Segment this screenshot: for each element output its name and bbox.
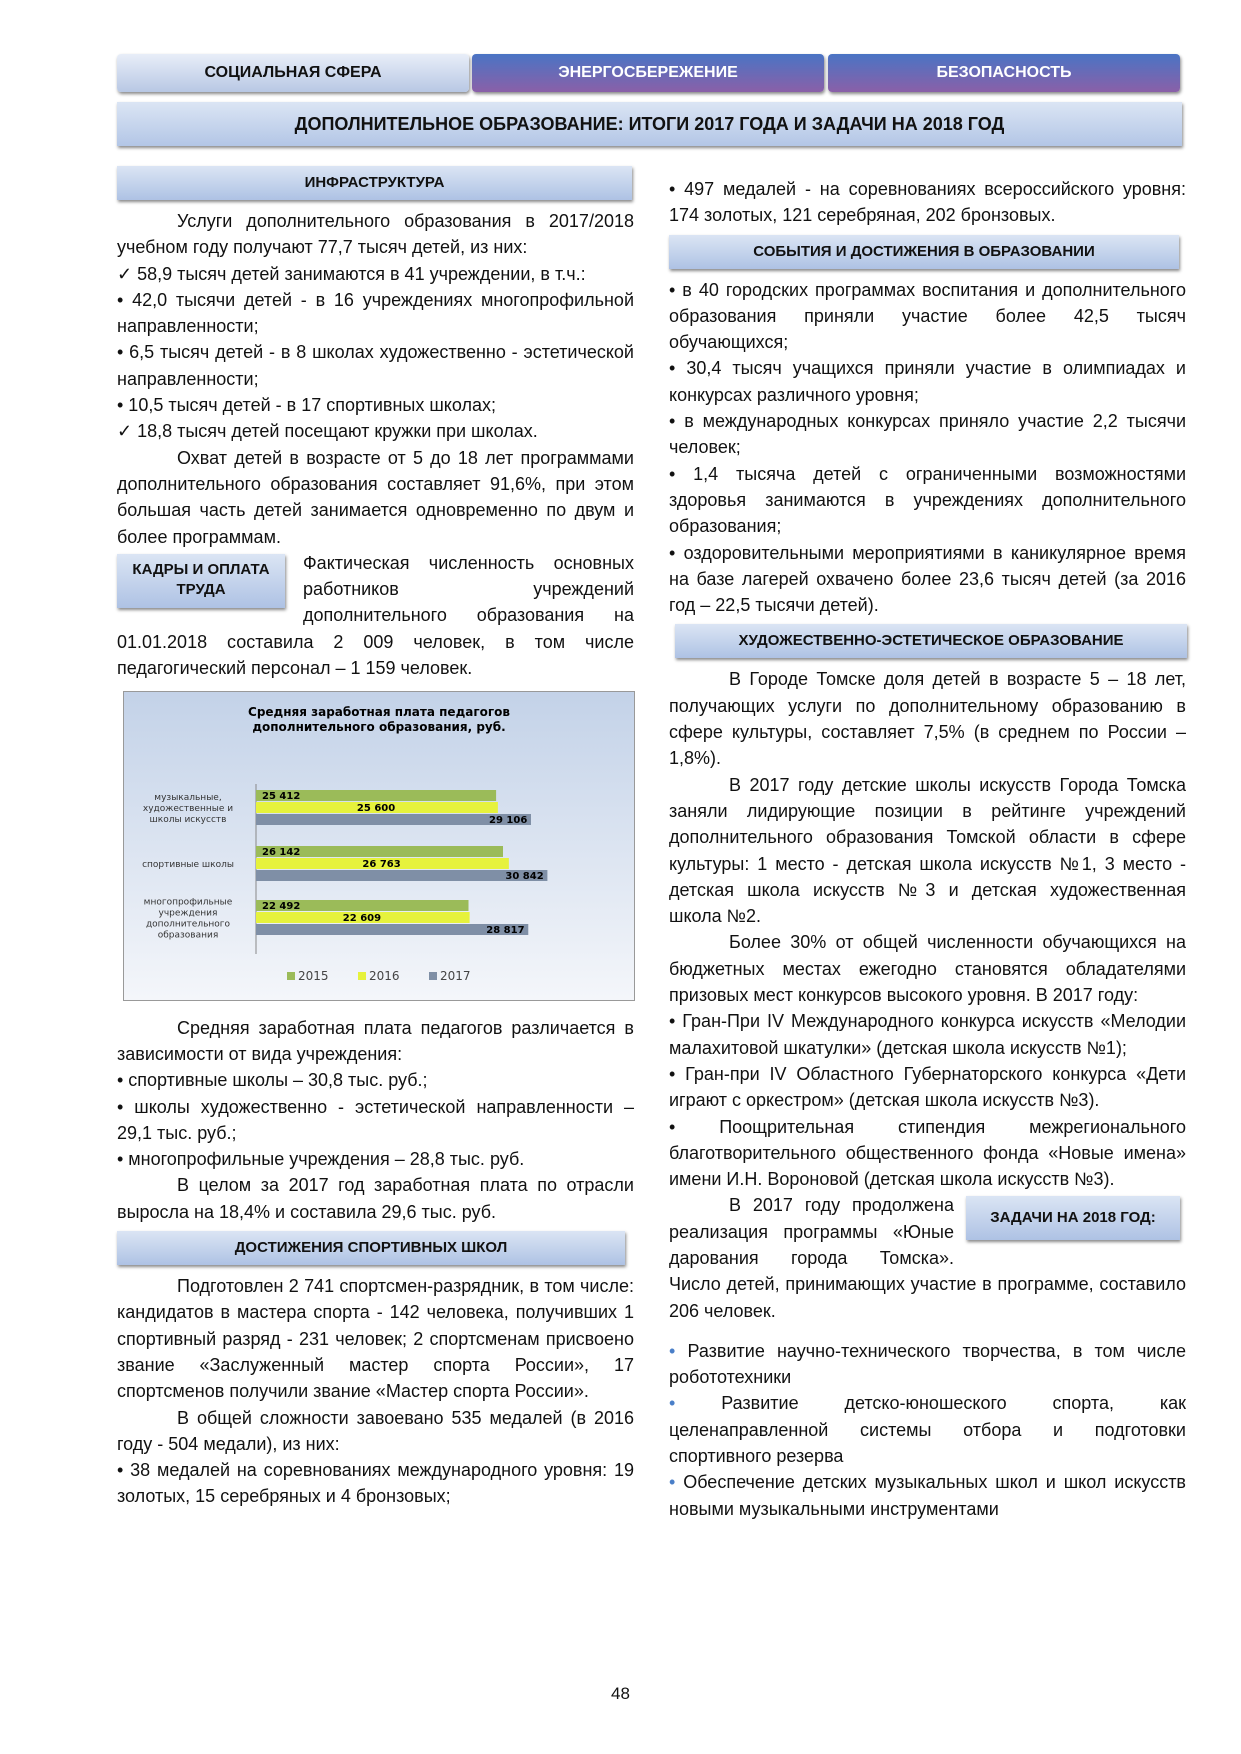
list-item: • Поощрительная стипендия межрегионального благотворительного общественного фонда «Новые имена» имени И.Н. Вороновой (детская школа искусств №3).	[669, 1116, 1186, 1190]
paragraph: Фактическая численность основных работников учреждений дополнительного образования на 01.01.2018 составила 2 009 человек, в том числе педагогический персонал – 1 159 человек.	[117, 552, 634, 679]
paragraph: Более 30% от общей численности обучающихся на бюджетных местах ежегодно становятся обладателями призовых мест конкурсов высокого уровня. В 2017 году:	[669, 932, 1186, 1006]
paragraph: Охват детей в возрасте от 5 до 18 лет программами дополнительного образования составляет 91,6%, при этом большая часть детей занимается одновременно по двум и более программам.	[117, 447, 634, 547]
bullet-icon: •	[669, 1340, 688, 1361]
paragraph: ✓ 18,8 тысяч детей посещают кружки при школах.	[117, 421, 538, 442]
task-text: Развитие научно-технического творчества, в том числе робототехники	[669, 1340, 1186, 1388]
section-header-events: СОБЫТИЯ И ДОСТИЖЕНИЯ В ОБРАЗОВАНИИ	[669, 235, 1179, 269]
paragraph: Средняя заработная плата педагогов различается в зависимости от вида учреждения:	[117, 1017, 634, 1064]
legend-swatch-2016	[358, 972, 366, 980]
data-label: 28 817	[486, 925, 525, 937]
list-item: • 1,4 тысяча детей с ограниченными возможностями здоровья занимаются в учреждениях дополнительного образования;	[669, 463, 1186, 537]
list-item	[669, 1469, 1186, 1522]
data-label: 30 842	[505, 871, 544, 883]
legend-label: 2017	[440, 969, 471, 984]
list-item	[669, 1338, 1186, 1391]
legend-swatch-2015	[287, 972, 295, 980]
data-label: 25 600	[356, 803, 396, 815]
category-label: школы искусств	[149, 815, 227, 826]
list-item: • 30,4 тысяч учащихся приняли участие в олимпиадах и конкурсах различного уровня;	[669, 358, 1186, 405]
bullet-icon: •	[669, 1472, 684, 1493]
list-item: • Гран-При IV Международного конкурса искусств «Мелодии малахитовой шкатулки» (детская школа искусств №1);	[669, 1011, 1186, 1058]
page-number: 48	[611, 1684, 630, 1703]
chart-title: дополнительного образования, руб.	[252, 720, 506, 735]
category-label: спортивные школы	[142, 860, 234, 871]
category-label: художественные и	[142, 804, 234, 815]
list-item: • многопрофильные учреждения – 28,8 тыс. руб.	[117, 1149, 525, 1170]
list-item: • 497 медалей - на соревнованиях всероссийского уровня: 174 золотых, 121 серебряная, 202 бронзовых.	[669, 179, 1186, 226]
category-label: дополнительного	[145, 919, 231, 930]
tab-social[interactable]: СОЦИАЛЬНАЯ СФЕРА	[117, 54, 469, 92]
task-text: Развитие детско-юношеского спорта, как целенаправленной системы отбора и подготовки спортивного резерва	[669, 1393, 1186, 1467]
list-item: • школы художественно - эстетической направленности – 29,1 тыс. руб.;	[117, 1096, 634, 1143]
list-item: • 38 медалей на соревнованиях международного уровня: 19 золотых, 15 серебряных и 4 бронзовых;	[117, 1460, 634, 1507]
list-item	[669, 1390, 1186, 1469]
bullet-icon: •	[669, 1393, 722, 1414]
data-label: 26 763	[362, 859, 401, 871]
salary-chart	[123, 691, 635, 1001]
list-item: • 42,0 тысячи детей - в 16 учреждениях многопрофильной направленности;	[117, 289, 634, 337]
bar-2017	[256, 870, 547, 881]
list-item: • в международных конкурсах приняло участие 2,2 тысячи человек;	[669, 411, 1186, 458]
section-header-staff: КАДРЫ И ОПЛАТА ТРУДА	[117, 554, 285, 608]
section-header-sport: ДОСТИЖЕНИЯ СПОРТИВНЫХ ШКОЛ	[117, 1231, 625, 1265]
section-header-infrastructure: ИНФРАСТРУКТУРА	[117, 166, 632, 200]
list-item: • в 40 городских программах воспитания и дополнительного образования приняли участие более 42,5 тысяч обучающихся;	[669, 279, 1186, 353]
category-label: музыкальные,	[154, 793, 222, 804]
paragraph: В 2017 году детские школы искусств Города Томска заняли лидирующие позиции в рейтинге учреждений дополнительного образования Томской области в сфере культуры: 1 место - детская школа искусств №1, 3 место - детская школа искусств №3 и детская художественная школа №2.	[669, 774, 1186, 927]
paragraph: Услуги дополнительного образования в 2017/2018 учебном году получают 77,7 тысяч детей, из них:	[117, 211, 634, 258]
paragraph: В общей сложности завоевано 535 медалей (в 2016 году - 504 медали), из них:	[117, 1407, 634, 1454]
tab-energy[interactable]: ЭНЕРГОСБЕРЕЖЕНИЕ	[472, 54, 824, 92]
left-column	[117, 160, 634, 1510]
category-label: учреждения	[158, 908, 218, 919]
legend-swatch-2017	[429, 972, 437, 980]
page-title: ДОПОЛНИТЕЛЬНОЕ ОБРАЗОВАНИЕ: ИТОГИ 2017 ГОДА И ЗАДАЧИ НА 2018 ГОД	[117, 102, 1182, 146]
task-text: Обеспечение детских музыкальных школ и школ искусств новыми музыкальными инструментами	[669, 1472, 1186, 1519]
paragraph: ✓ 58,9 тысяч детей занимаются в 41 учреждении, в т.ч.:	[117, 263, 586, 284]
paragraph: В целом за 2017 год заработная плата по отрасли выросла на 18,4% и составила 29,6 тыс. руб.	[117, 1175, 634, 1222]
chart-title: Средняя заработная плата педагогов	[248, 705, 510, 720]
list-item: • спортивные школы – 30,8 тыс. руб.;	[117, 1070, 428, 1091]
data-label: 22 609	[342, 913, 382, 925]
data-label: 26 142	[262, 847, 301, 859]
paragraph: В Городе Томске доля детей в возрасте 5 – 18 лет, получающих услуги по дополнительному образованию в сфере культуры, составляет 7,5% (в среднем по России – 1,8%).	[669, 669, 1186, 769]
category-label: многопрофильные	[143, 897, 233, 908]
category-label: образования	[157, 930, 219, 941]
data-label: 25 412	[262, 791, 301, 803]
data-label: 22 492	[262, 901, 301, 913]
tab-security[interactable]: БЕЗОПАСНОСТЬ	[828, 54, 1180, 92]
legend-label: 2015	[298, 969, 329, 984]
section-header-art: ХУДОЖЕСТВЕННО-ЭСТЕТИЧЕСКОЕ ОБРАЗОВАНИЕ	[675, 624, 1187, 658]
list-item: • оздоровительными мероприятиями в каникулярное время на базе лагерей охвачено более 23,6 тысяч детей (за 2016 год – 22,5 тысячи детей).	[669, 542, 1186, 616]
paragraph: Подготовлен 2 741 спортсмен-разрядник, в том числе: кандидатов в мастера спорта - 142 человека, получивших 1 спортивный разряд - 231 человек; 2 спортсменам присвоено звание «Заслуженный мастер спорта России», 17 спортсменов получили звание «Мастер спорта России».	[117, 1276, 634, 1402]
right-column	[669, 176, 1186, 1522]
legend-label: 2016	[369, 969, 400, 984]
list-item: • 6,5 тысяч детей - в 8 школах художественно - эстетической направленности;	[117, 342, 634, 389]
data-label: 29 106	[489, 815, 528, 827]
paragraph: В 2017 году продолжена реализация программы «Юные дарования города Томска». Число детей, принимающих участие в программе, составило 206 человек.	[669, 1195, 1186, 1321]
section-header-tasks: ЗАДАЧИ НА 2018 ГОД:	[966, 1196, 1180, 1240]
list-item: • Гран-при IV Областного Губернаторского конкурса «Дети играют с оркестром» (детская школа искусств №3).	[669, 1063, 1186, 1111]
list-item: • 10,5 тысяч детей - в 17 спортивных школах;	[117, 395, 497, 416]
